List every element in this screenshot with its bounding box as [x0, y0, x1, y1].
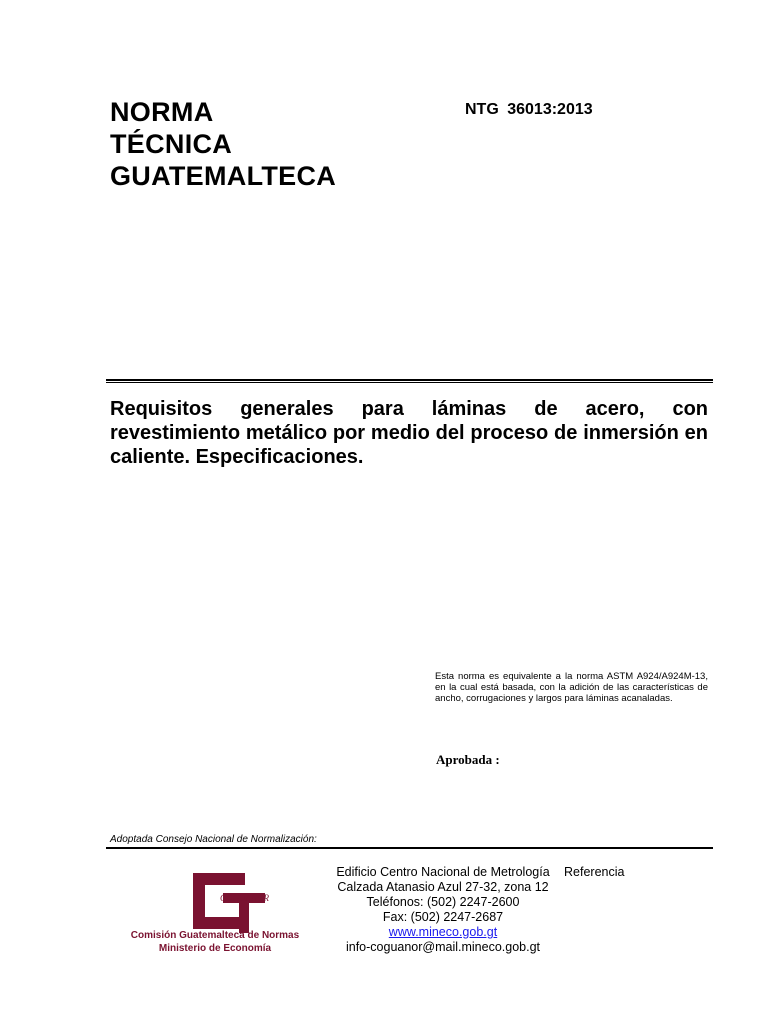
footer-divider [106, 847, 713, 849]
reference-label: Referencia [564, 865, 625, 879]
coguanor-logo [165, 865, 285, 935]
title-line-1: NORMA [110, 97, 214, 127]
logo-caption [110, 929, 320, 955]
standard-code: NTG 36013:2013 [465, 101, 593, 118]
logo-caption-line-1: Comisión Guatemalteca de Normas [130, 930, 300, 941]
title-line-3: GUATEMALTECA [110, 161, 337, 191]
logo-wordmark: COGUANOR [220, 893, 269, 903]
contact-email: info-coguanor@mail.mineco.gob.gt [345, 940, 541, 954]
document-subtitle: Requisitos generales para láminas de acero, con revestimiento metálico por medio del proceso de inmersión en caliente. Especificaciones. [110, 398, 708, 468]
contact-phone: Teléfonos: (502) 2247-2600 [366, 895, 520, 909]
contact-block [328, 865, 558, 955]
title-divider [106, 379, 713, 383]
approval-label: Aprobada : [436, 752, 500, 767]
adoption-note: Adoptada Consejo Nacional de Normalización: [110, 834, 317, 845]
document-title [110, 96, 410, 192]
title-line-2: TÉCNICA [110, 129, 233, 159]
contact-building: Edificio Centro Nacional de Metrología [336, 865, 550, 879]
contact-fax: Fax: (502) 2247-2687 [382, 910, 504, 924]
equivalence-note: Esta norma es equivalente a la norma ASTM A924/A924M-13, en la cual está basada, con la adición de las características de ancho, corrugaciones y largos para láminas acanaladas. [435, 671, 708, 704]
logo-caption-line-2: Ministerio de Economía [158, 943, 272, 954]
contact-address: Calzada Atanasio Azul 27-32, zona 12 [337, 880, 549, 894]
website-link[interactable]: www.mineco.gob.gt [388, 925, 498, 939]
